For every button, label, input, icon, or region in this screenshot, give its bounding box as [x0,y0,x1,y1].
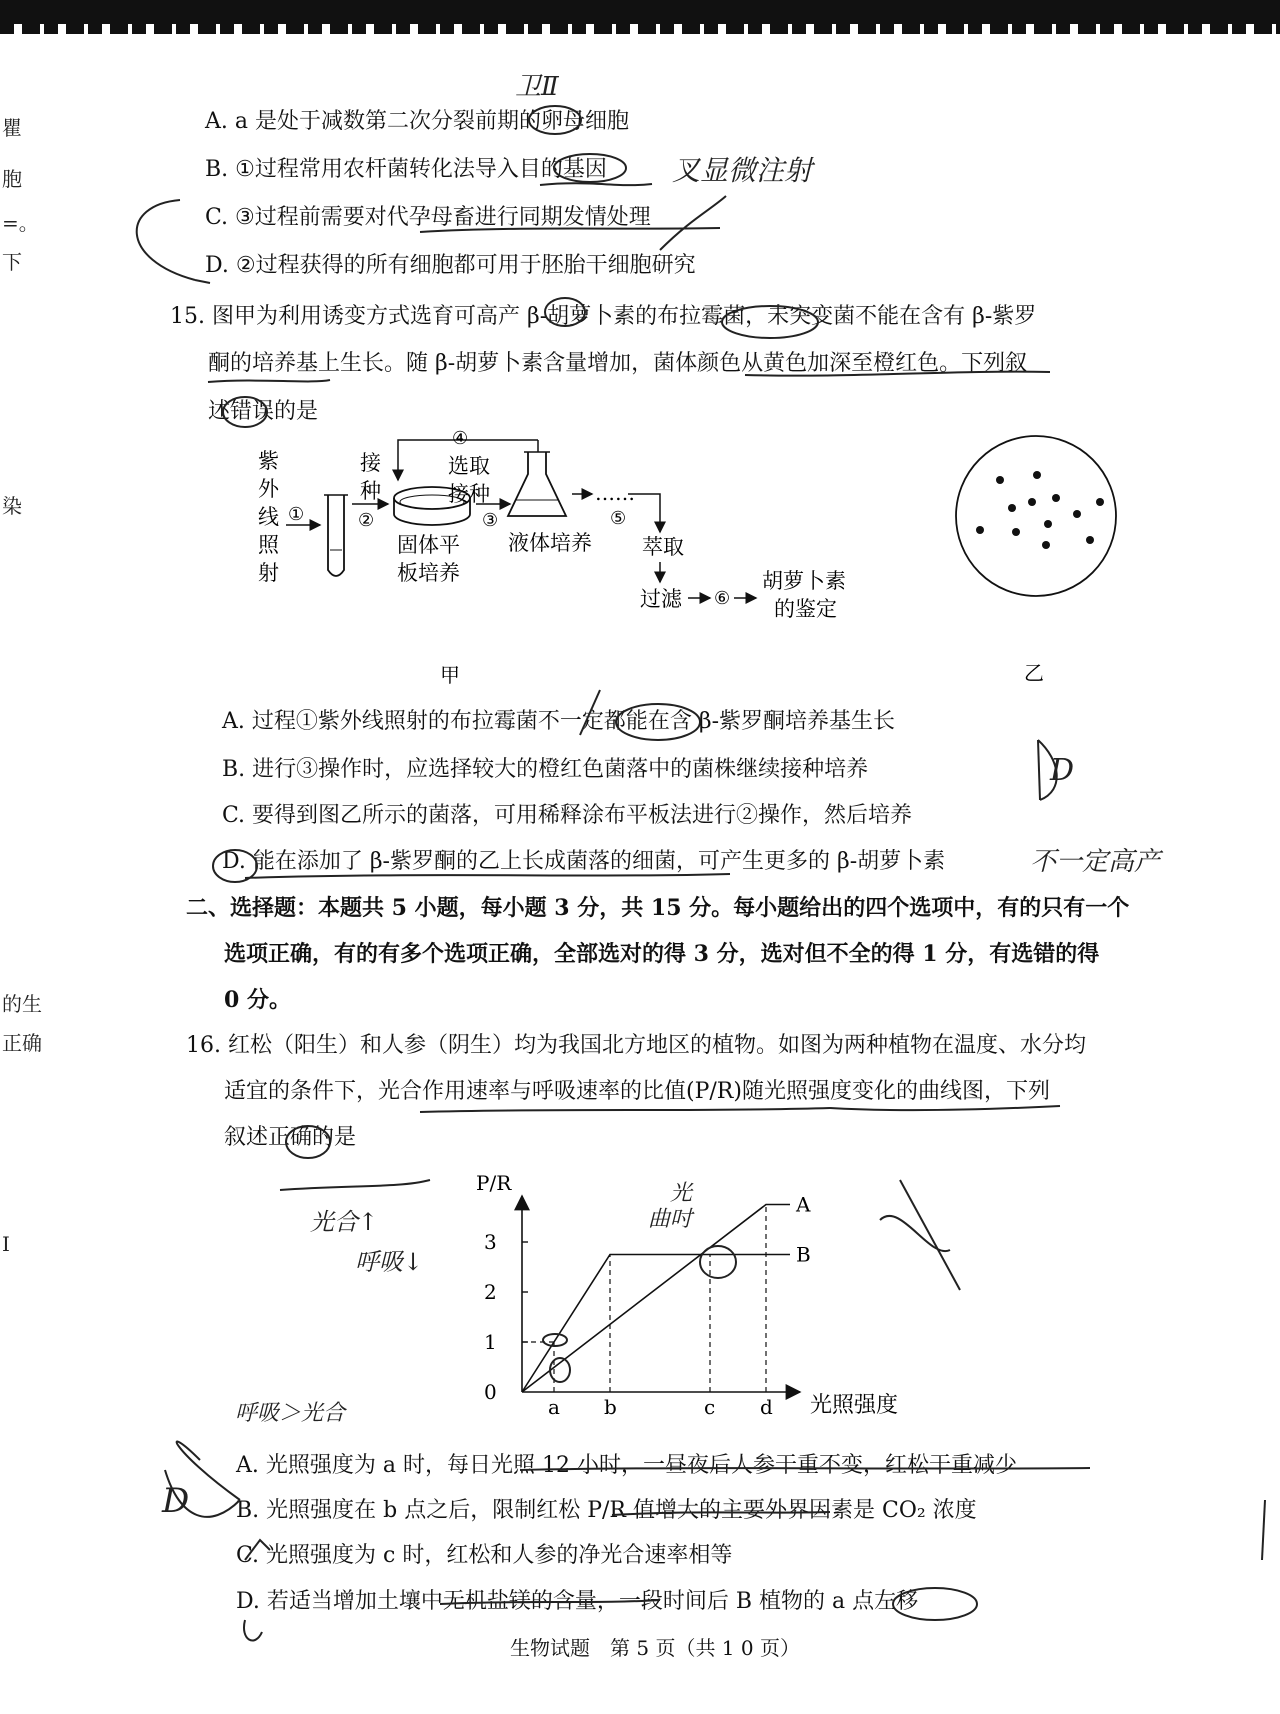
hw-note: 呼吸＞光合 [235,1401,346,1426]
curve-b-label: B [796,1242,811,1267]
q16-option-c: C. 光照强度为 c 时，红松和人参的净光合速率相等 [236,1543,733,1568]
solid-plate-label: 固体平 [397,533,460,557]
hw-note: 呼吸↓ [355,1248,424,1276]
x-tick-label: d [760,1395,773,1419]
scan-top-border [0,0,1280,26]
x-tick-label: b [604,1395,617,1419]
inoculate-label: 种 [360,479,381,503]
label-jia: 甲 [440,663,460,687]
extract-label: 萃取 [642,535,684,559]
hw-note: 光合↑ [310,1208,379,1236]
q15-option-b: B. 进行③操作时，应选择较大的橙红色菌落中的菌株继续接种培养 [222,757,869,782]
q16-option-a: A. 光照强度为 a 时，每日光照 12 小时，一昼夜后人参干重不变，红松干重减少 [236,1453,1017,1478]
q15-stem-line: 15. 图甲为利用诱变方式选育可高产 β-胡萝卜素的布拉霉菌，未突变菌不能在含有 β-紫罗 [170,304,1037,329]
x-axis-label: 光照强度 [810,1393,899,1418]
margin-fragment: 染 [2,494,22,518]
uv-label-char: 照 [258,533,279,557]
hw-note: 光 [670,1181,693,1206]
curve-b-line [522,1255,790,1393]
step2-label: ② [358,510,375,531]
section2-heading-line: 二、选择题：本题共 5 小题，每小题 3 分，共 15 分。每小题给出的四个选项中，有的只有一个 [186,895,1130,921]
liquid-culture-label: 液体培养 [508,531,592,555]
identify-label: 的鉴定 [774,597,837,621]
q14-option-c: C. ③过程前需要对代孕母畜进行同期发情处理 [205,205,651,230]
y-tick-label: 3 [484,1230,497,1254]
q16-stem-line: 适宜的条件下，光合作用速率与呼吸速率的比值(P/R)随光照强度变化的曲线图，下列 [224,1079,1050,1104]
margin-fragment: 瞿 [2,116,22,140]
uv-label-char: 紫 [258,449,279,473]
select-inoculate-label: 选取 [448,454,490,478]
select-inoculate-label: 接种 [448,482,490,506]
filter-label: 过滤 [640,587,682,611]
label-yi: 乙 [1024,661,1044,685]
q15-option-a: A. 过程①紫外线照射的布拉霉菌不一定都能在含 β-紫罗酮培养基生长 [222,709,896,734]
q14-option-b: B. ①过程常用农杆菌转化法导入目的基因 [205,157,607,182]
y-tick-label: 1 [484,1330,497,1354]
margin-fragment: 正确 [2,1031,42,1055]
curve-a-label: A [796,1192,811,1217]
section2-heading-line: 0 分。 [224,987,291,1013]
uv-label-char: 外 [258,477,279,501]
section2-heading-line: 选项正确，有的有多个选项正确，全部选对的得 3 分，选对但不全的得 1 分，有选错的得 [224,941,1100,967]
y-axis-label: P/R [476,1171,512,1195]
test-tube [328,495,344,576]
hw-note: 不一定高产 [1030,847,1161,877]
step4-label: ④ [452,428,469,449]
q16-graph [470,1172,930,1432]
uv-label-char: 射 [258,561,279,585]
margin-fragment: 胞 [2,167,22,191]
y-tick-label: 2 [484,1280,497,1304]
curve-a-line [522,1205,790,1393]
q16-option-b: B. 光照强度在 b 点之后，限制红松 P/R 值增大的主要外界因素是 CO₂ 浓度 [236,1498,977,1523]
uv-label-char: 线 [258,505,279,529]
step6-label: ⑥ [714,588,731,609]
step1-label: ① [288,504,305,525]
step5-label: ⑤ [610,508,627,529]
x-tick-label: a [548,1395,560,1419]
margin-fragment: 下 [2,250,22,274]
hw-note: 叉显微注射 [672,154,813,187]
solid-plate-label: 板培养 [397,561,460,585]
q16-stem-line: 叙述正确的是 [224,1125,357,1150]
margin-fragment: 的生 [2,992,42,1016]
page-footer: 生物试题 第 5 页（共 1 0 页） [510,1636,800,1660]
q15-diagram [240,428,1140,690]
q14-option-d: D. ②过程获得的所有细胞都可用于胚胎干细胞研究 [205,253,696,278]
dots-label: …… [595,481,635,505]
q15-option-c: C. 要得到图乙所示的菌落，可用稀释涂布平板法进行②操作，然后培养 [222,803,913,828]
q16-option-d: D. 若适当增加土壤中无机盐镁的含量，一段时间后 B 植物的 a 点左移 [236,1589,919,1614]
q16-stem-line: 16. 红松（阳生）和人参（阴生）均为我国北方地区的植物。如图为两种植物在温度、水分均 [186,1033,1086,1058]
y-tick-label: 0 [484,1380,497,1404]
step3-label: ③ [482,510,499,531]
hw-note: D [162,1481,190,1521]
x-tick-label: c [704,1395,716,1419]
hw-note: 卫Ⅱ [515,72,559,102]
identify-label: 胡萝卜素 [762,569,846,593]
hw-note: 曲吋 [648,1207,693,1232]
conical-flask [508,452,566,516]
q15-stem-line: 酮的培养基上生长。随 β-胡萝卜素含量增加，菌体颜色从黄色加深至橙红色。下列叙 [208,351,1028,376]
margin-fragment: =。 [2,211,39,235]
q15-stem-line: 述错误的是 [208,399,319,424]
q15-option-d: D. 能在添加了 β-紫罗酮的乙上长成菌落的细菌，可产生更多的 β-胡萝卜素 [222,849,946,874]
q14-option-a: A. a 是处于减数第二次分裂前期的卵母细胞 [205,109,629,134]
margin-fragment: I [2,1232,10,1256]
hw-note: D [1050,753,1075,788]
colony-plate [956,436,1116,596]
inoculate-label: 接 [360,451,381,475]
